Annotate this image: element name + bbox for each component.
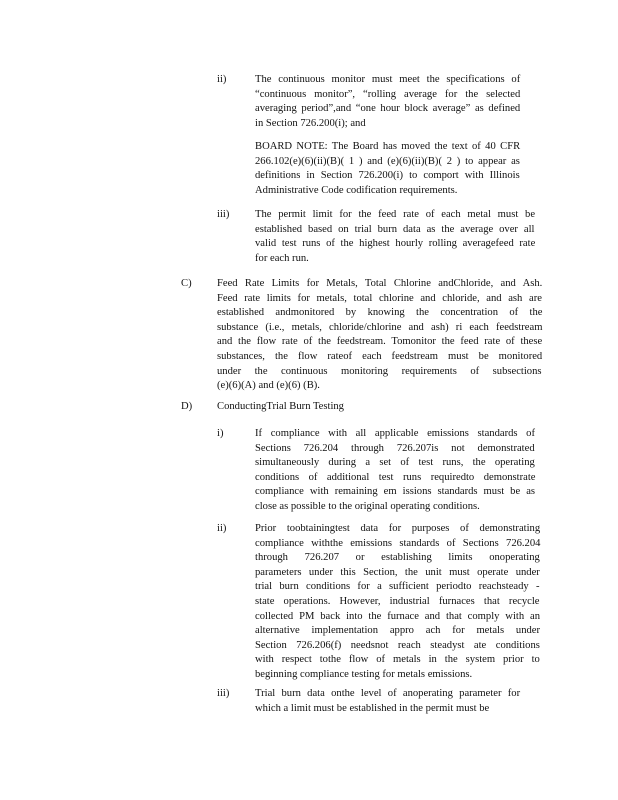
text-line: alternative implementation appro ach for metals under [255,625,541,637]
text-line: state operations. However, industrial furnaces that recycle [255,595,540,607]
item-marker-D: D) [181,401,193,412]
text-line: collected PM back into the furnace and that comply with an [255,610,540,622]
text-line: 266.102(e)(6)(ii)(B)( 1 ) and (e)(6)(ii)(B)( 2 ) to appear as [255,155,520,167]
paragraph-i-compliance [255,427,535,515]
text-line: substance (i.e., metals, chloride/chlorine and ash) ri each feedstream [217,321,543,333]
text-line: Sections 726.204 through 726.207is not demonstrated [255,442,535,454]
text-line: valid test runs of the highest hourly rolling averagefeed rate [255,238,536,250]
text-line: Feed rate limits for metals, total chlorine and chloride, and ash are [217,292,542,304]
text-line: for each run. [255,252,309,264]
text-line: established andmonitored by knowing the concentration of the [217,307,543,319]
paragraph-iii-trial-burn-data [255,687,520,716]
item-marker-i: i) [217,428,224,439]
text-line: definitions in Section 726.200(i) to comport with Illinois [255,170,520,182]
paragraph-ii-steady-state [255,522,540,683]
text-line: “continuous monitor”, “rolling average for the selected [255,88,521,100]
text-line: Section 726.206(f) needsnot reach steadyst ate conditions [255,639,540,651]
text-line: Administrative Code codification requirements. [255,184,458,196]
text-line: through 726.207 or establishing limits onoperating [255,552,540,564]
item-marker-ii: ii) [217,523,227,534]
item-marker-ii: ii) [217,74,227,85]
text-line: simultaneously during a set of test runs, the operating [255,457,535,469]
text-line: Prior toobtainingtest data for purposes of demonstrating [255,523,541,534]
text-line: in Section 726.200(i); and [255,117,366,129]
board-note [255,140,520,198]
text-line: BOARD NOTE: The Board has moved the text of 40 CFR [255,141,521,152]
text-line: (e)(6)(A) and (e)(6) (B). [217,380,320,392]
item-marker-C: C) [181,278,192,289]
paragraph-C-feed-rate-limits [217,277,542,394]
text-line: Trial burn data onthe level of anoperating parameter for [255,688,521,699]
text-line: which a limit must be established in the permit must be [255,702,490,714]
text-line: substances, the flow rateof each feedstream must be monitored [217,350,543,362]
item-marker-iii: iii) [217,209,230,220]
text-line: Feed Rate Limits for Metals, Total Chlorine andChloride, and Ash. [217,278,543,289]
text-line: The continuous monitor must meet the specifications of [255,74,521,85]
text-line: parameters under this Section, the unit must operate under [255,566,540,578]
paragraph-iii-permit-limit [255,208,535,266]
text-line: If compliance with all applicable emissions standards of [255,428,535,439]
item-marker-iii: iii) [217,688,230,699]
text-line: established based on trial burn data as the average over all [255,223,535,235]
text-line: compliance with remaining em issions standards must be as [255,486,536,498]
text-line: close as possible to the original operating conditions. [255,500,480,512]
text-line: conditions of additional test runs requiredto demonstrate [255,471,536,483]
text-line: averaging period”,and “one hour block average” as defined [255,103,521,115]
text-line: beginning compliance testing for metals emissions. [255,668,473,680]
text-line: and the flow rate of the feedstream. Tomonitor the feed rate of these [217,336,543,348]
text-line: compliance withthe emissions standards of Sections 726.204 [255,537,541,549]
paragraph-ii-continuous-monitor [255,73,520,131]
text-line: with respect tothe flow of metals in the system prior to [255,654,540,666]
text-line: The permit limit for the feed rate of each metal must be [255,209,536,220]
text-line: under the continuous monitoring requirements of subsections [217,365,542,377]
heading-D-trial-burn-testing: ConductingTrial Burn Testing [217,401,344,412]
text-line: trial burn conditions for a sufficient periodto reachsteady - [255,581,540,593]
